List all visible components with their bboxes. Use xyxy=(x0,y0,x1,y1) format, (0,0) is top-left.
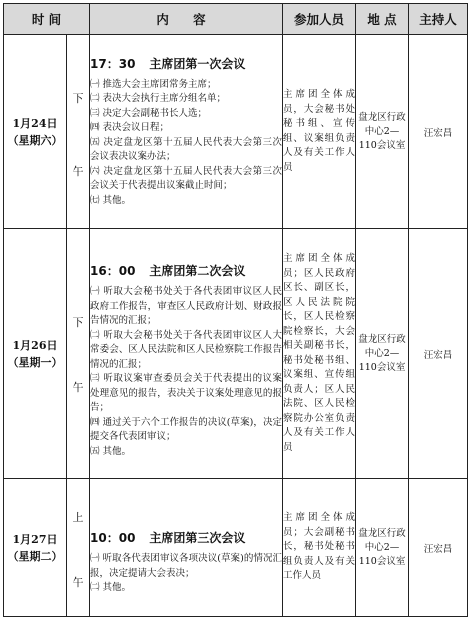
host-cell: 汪宏昌 xyxy=(409,229,468,479)
host-cell: 汪宏昌 xyxy=(409,479,468,617)
agenda-item: ㈥ 决定盘龙区第十五届人民代表大会第三次会议关于代表提出议案截止时间； xyxy=(90,165,283,192)
meeting-schedule-table xyxy=(3,3,468,617)
agenda-item: ㈣ 表决会议日程； xyxy=(90,122,170,134)
agenda-item: ㈢ 决定大会副秘书长人选； xyxy=(90,107,208,119)
participants-cell: 主席团全体成员，大会秘书处秘书组、宣传组、议案组负责人及有关工作人员 xyxy=(283,35,356,229)
agenda-item: ㈠ 听取各代表团审议各项决议(草案)的情况汇报，决定提请大会表决； xyxy=(90,553,283,579)
agenda-item: ㈤ 其他。 xyxy=(90,445,132,457)
agenda-item: ㈠ 推选大会主席团常务主席； xyxy=(90,78,217,90)
ampm-char-1: 下 xyxy=(72,92,84,105)
agenda-list xyxy=(90,285,282,459)
weekday-text: （星期一） xyxy=(7,355,63,369)
header-participants: 参加人员 xyxy=(283,4,356,35)
ampm-char-2: 午 xyxy=(72,381,84,394)
date-cell xyxy=(4,35,67,229)
ampm-char-1: 下 xyxy=(72,316,84,329)
agenda-item: ㈢ 听取议案审查委员会关于代表提出的议案处理意见的报告，表决关于议案处理意见的报告； xyxy=(90,373,283,413)
meeting-title xyxy=(90,262,282,279)
date-text: 1月27日 xyxy=(12,532,58,546)
meeting-title xyxy=(90,529,282,546)
agenda-item: ㈦ 其他。 xyxy=(90,194,132,206)
date-text: 1月24日 xyxy=(12,116,58,130)
host-cell: 汪宏昌 xyxy=(409,35,468,229)
header-row xyxy=(4,4,468,35)
ampm-char-2: 午 xyxy=(72,576,84,589)
meeting-title xyxy=(90,55,282,72)
header-host: 主持人 xyxy=(409,4,468,35)
meeting-name: 主席团第三次会议 xyxy=(149,531,246,546)
weekday-text: （星期二） xyxy=(7,549,63,563)
participants-cell: 主席团全体成员；大会副秘书长，秘书处秘书组负责人及有关工作人员 xyxy=(283,479,356,617)
meeting-time: 17：30 xyxy=(90,56,136,71)
table-row xyxy=(4,35,468,229)
agenda-item: ㈣ 通过关于六个工作报告的决议(草案)，决定提交各代表团审议； xyxy=(90,416,283,442)
location-cell: 盘龙区行政中心2—110会议室 xyxy=(356,35,409,229)
header-time: 时 间 xyxy=(4,4,90,35)
content-cell xyxy=(90,479,283,617)
ampm-cell xyxy=(67,35,90,229)
agenda-item: ㈡ 其他。 xyxy=(90,582,132,594)
ampm-cell xyxy=(67,479,90,617)
meeting-time: 16：00 xyxy=(90,264,136,278)
agenda-list xyxy=(90,552,282,596)
agenda-item: ㈡ 听取大会秘书处关于各代表团审议区人大常委会、区人民法院和区人民检察院工作报告情况的汇报； xyxy=(90,329,283,370)
date-cell xyxy=(4,479,67,617)
agenda-item: ㈡ 表决大会执行主席分组名单； xyxy=(90,93,227,105)
participants-cell: 主席团全体成员；区人民政府区长、副区长，区人民法院院长，区人民检察院检察长，大会相关副秘书长，秘书处秘书组、议案组、宣传组负责人；区人民法院、区人民检察院办公室负责人及有关工作人员 xyxy=(283,229,356,479)
content-cell xyxy=(90,35,283,229)
header-location: 地 点 xyxy=(356,4,409,35)
agenda-item: ㈤ 决定盘龙区第十五届人民代表大会第三次会议表决议案办法； xyxy=(90,136,283,163)
ampm-char-2: 午 xyxy=(72,165,84,178)
header-content: 内 容 xyxy=(90,4,283,35)
content-cell xyxy=(90,229,283,479)
weekday-text: （星期六） xyxy=(7,133,63,147)
meeting-name: 主席团第二次会议 xyxy=(149,264,246,278)
date-text: 1月26日 xyxy=(12,338,58,352)
ampm-char-1: 上 xyxy=(72,511,84,524)
location-cell: 盘龙区行政中心2—110会议室 xyxy=(356,479,409,617)
meeting-name: 主席团第一次会议 xyxy=(149,56,246,71)
agenda-item: ㈠ 听取大会秘书处关于各代表团审议区人民政府工作报告，审查区人民政府计划、财政报告情况的汇报； xyxy=(90,286,283,326)
table-row xyxy=(4,479,468,617)
agenda-list xyxy=(90,78,282,209)
date-cell xyxy=(4,229,67,479)
meeting-time: 10：00 xyxy=(90,531,136,546)
table-row xyxy=(4,229,468,479)
location-cell: 盘龙区行政中心2—110会议室 xyxy=(356,229,409,479)
ampm-cell xyxy=(67,229,90,479)
